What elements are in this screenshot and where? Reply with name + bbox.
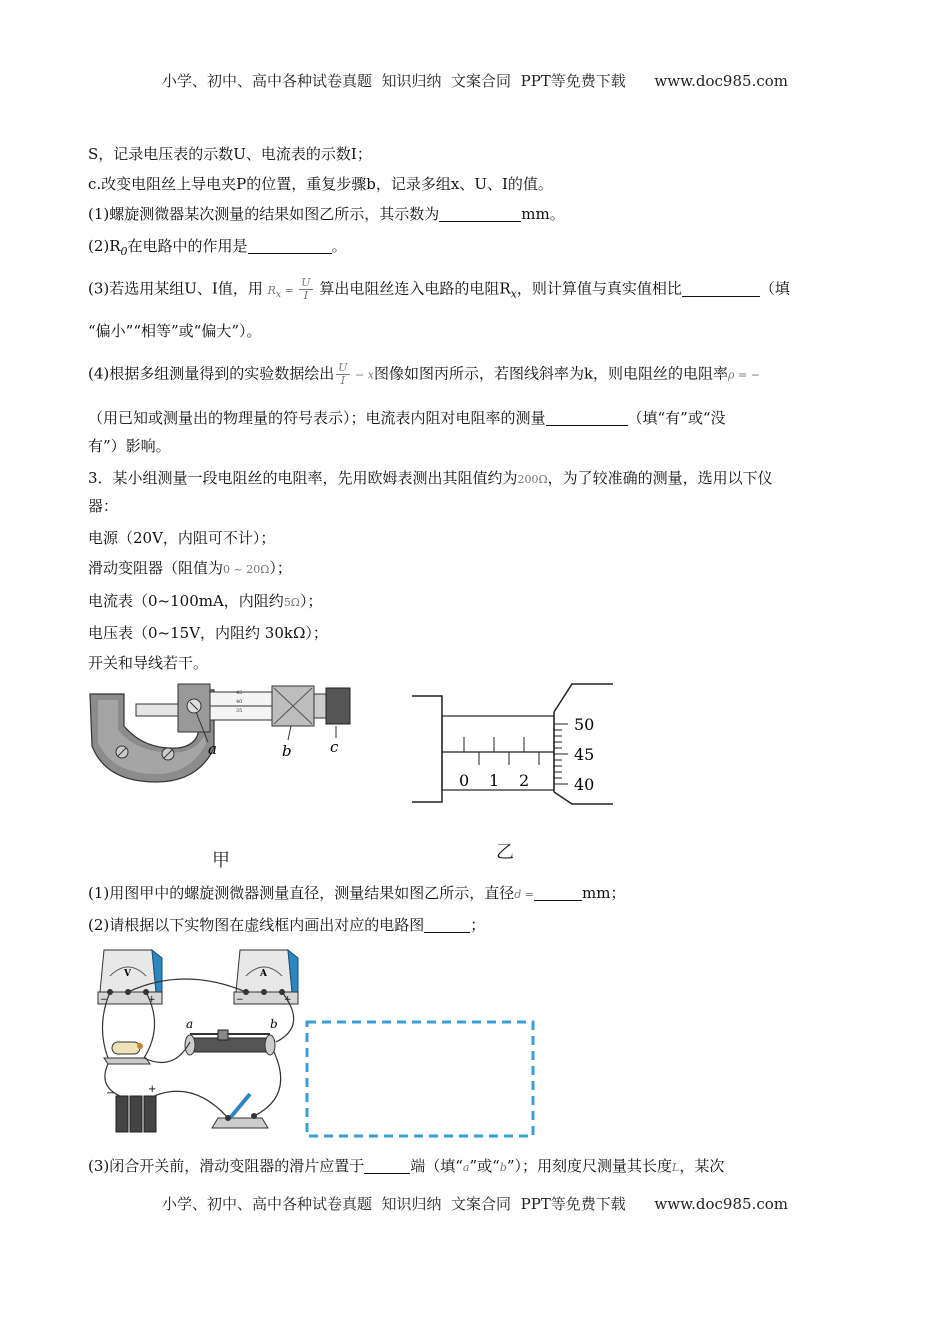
- ammeter-label: A: [260, 969, 267, 979]
- problem-3-line: [88, 467, 868, 491]
- page-header: 小学、初中、高中各种试卷真题 知识归纳 文案合同 PPT等免费下载 www.doc985.com: [161, 72, 788, 90]
- equipment-power-source: 电源（20V，内阻可不计）；: [88, 529, 276, 547]
- formula-minus-x: − x: [351, 368, 374, 382]
- rheostat-text: 滑动变阻器（阻值为: [88, 559, 224, 577]
- q3-text-a: (3)若选用某组U、I值，用: [88, 279, 263, 298]
- figure-jia-caption: 甲: [212, 850, 230, 871]
- p3-q3-text-e: ，某次: [679, 1157, 725, 1175]
- rx-subscript: x: [510, 287, 517, 301]
- answer-blank[interactable]: [364, 1157, 410, 1174]
- p3-q3-text-a: (3)闭合开关前，滑动变阻器的滑片应置于: [88, 1157, 365, 1175]
- battery: [106, 1084, 156, 1132]
- symbol-a: a: [462, 1161, 470, 1174]
- r0-subscript: 0: [120, 245, 128, 258]
- thimble-scale-50: 50: [574, 715, 595, 734]
- thimble-scale-45: 45: [574, 745, 595, 764]
- formula-d: d =: [514, 888, 535, 901]
- question-2-line: [88, 235, 868, 263]
- answer-blank[interactable]: [439, 205, 521, 222]
- answer-blank[interactable]: [546, 409, 628, 426]
- formula-u-over-i: $\frac{U}{I}$: [338, 361, 348, 387]
- text-line-1: S，记录电压表的示数U、电流表的示数I；: [88, 145, 372, 163]
- ammeter-end: ）；: [299, 592, 323, 610]
- circuit-drawing-box[interactable]: [305, 1020, 535, 1138]
- equipment-ammeter: [88, 590, 868, 614]
- p3-q3-text-d: ”）；用刻度尺测量其长度: [506, 1157, 673, 1175]
- formula-200-ohm: 200Ω: [517, 473, 548, 486]
- q4-text-b: 图像如图丙所示，若图线斜率为k，则电阻丝的电阻率: [373, 364, 729, 383]
- p3-q2-end: ；: [470, 916, 486, 934]
- question-3-line: [88, 277, 868, 306]
- thimble-mark: 35: [236, 708, 243, 714]
- formula-5-ohm: 5Ω: [283, 596, 300, 609]
- ammeter-plus: +: [284, 995, 292, 1005]
- q2-text: 在电路中的作用是: [127, 237, 248, 255]
- thimble-mark: 45: [236, 690, 243, 696]
- p3-q2-text: (2)请根据以下实物图在虚线框内画出对应的电路图: [88, 916, 425, 934]
- resistance-wire: [104, 1042, 150, 1064]
- battery-plus: +: [148, 1084, 157, 1095]
- rheostat-terminal-a: a: [186, 1017, 194, 1031]
- label-c: c: [330, 738, 339, 756]
- page-footer: 小学、初中、高中各种试卷真题 知识归纳 文案合同 PPT等免费下载 www.doc985.com: [161, 1195, 788, 1213]
- formula-0-20-ohm: 0 ~ 20Ω: [223, 563, 270, 576]
- micrometer-figure: [86, 682, 356, 792]
- p3-q3-text-b: 端（填“: [410, 1157, 463, 1175]
- question-4-line-2: [88, 407, 868, 429]
- thimble-mark: 40: [236, 699, 243, 705]
- question-1-line: [88, 203, 868, 225]
- question-3-line-2: “偏小”“相等”或“偏大”）。: [88, 322, 262, 340]
- voltmeter-plus: +: [148, 995, 156, 1005]
- voltmeter-label: V: [124, 969, 131, 979]
- q4-text-c: （用已知或测量出的物理量的符号表示）；电流表内阻对电阻率的测量: [88, 409, 546, 427]
- problem-3-line-2: 器：: [88, 497, 119, 515]
- main-scale-0: 0: [459, 771, 470, 790]
- ammeter-minus: −: [236, 995, 244, 1005]
- answer-blank[interactable]: [424, 916, 470, 933]
- main-scale-1: 1: [489, 771, 500, 790]
- voltmeter-minus: −: [100, 995, 108, 1005]
- formula-u-over-i: $\frac{U}{I}$: [301, 276, 311, 302]
- answer-blank[interactable]: [248, 237, 332, 254]
- q3-text-c: ，则计算值与真实值相比: [516, 279, 682, 298]
- equipment-rheostat: [88, 557, 868, 581]
- q3-text-b: 算出电阻丝连入电路的电阻R: [319, 279, 511, 298]
- main-scale-2: 2: [519, 771, 530, 790]
- p3-q1-unit: mm；: [582, 884, 626, 902]
- battery-minus: −: [106, 1088, 115, 1099]
- symbol-b: b: [499, 1161, 507, 1174]
- equipment-switch-wires: 开关和导线若干。: [88, 654, 209, 672]
- p3-text-a: 3．某小组测量一段电阻丝的电阻率，先用欧姆表测出其阻值约为: [88, 469, 518, 487]
- q2-end: 。: [331, 237, 347, 255]
- equipment-voltmeter: 电压表（0~15V，内阻约 30kΩ）；: [88, 624, 328, 642]
- rheostat: [185, 1017, 278, 1055]
- p3-text-b: ，为了较准确的测量，选用以下仪: [547, 469, 773, 487]
- q1-unit: mm。: [521, 205, 565, 223]
- micrometer-reading-figure: [408, 682, 618, 807]
- question-4-line: [88, 362, 868, 387]
- symbol-L: L: [672, 1161, 680, 1174]
- circuit-apparatus-figure: [94, 946, 314, 1141]
- answer-blank[interactable]: [534, 884, 582, 901]
- p3-question-2-line: [88, 914, 868, 936]
- p3-question-3-line: [88, 1155, 868, 1179]
- thimble-scale-40: 40: [574, 775, 595, 794]
- p3-q1-text: (1)用图甲中的螺旋测微器测量直径，测量结果如图乙所示，直径: [88, 884, 515, 902]
- q2-prefix: (2)R: [88, 237, 121, 255]
- ammeter: [234, 950, 298, 1005]
- p3-question-1-line: [88, 882, 868, 906]
- label-a: a: [208, 740, 217, 758]
- formula-rho: ρ = −: [728, 368, 760, 382]
- q4-text-a: (4)根据多组测量得到的实验数据绘出: [88, 364, 335, 383]
- answer-blank[interactable]: [682, 280, 760, 297]
- ammeter-text: 电流表（0~100mA，内阻约: [88, 592, 284, 610]
- figure-yi-caption: 乙: [496, 842, 514, 863]
- rheostat-end: ）；: [269, 559, 292, 577]
- formula-rx-lhs: $R_x$ =: [267, 283, 298, 300]
- question-4-line-3: 有”）影响。: [88, 437, 171, 455]
- q1-text: (1)螺旋测微器某次测量的结果如图乙所示，其示数为: [88, 205, 440, 223]
- text-line-2: c.改变电阻丝上导电夹P的位置，重复步骤b，记录多组x、U、I的值。: [88, 175, 553, 193]
- p3-q3-text-c: ”或“: [469, 1157, 500, 1175]
- label-b: b: [282, 742, 292, 760]
- q3-text-d: （填: [759, 279, 790, 298]
- q4-text-d: （填“有”或“没: [627, 409, 726, 427]
- rheostat-terminal-b: b: [270, 1017, 278, 1031]
